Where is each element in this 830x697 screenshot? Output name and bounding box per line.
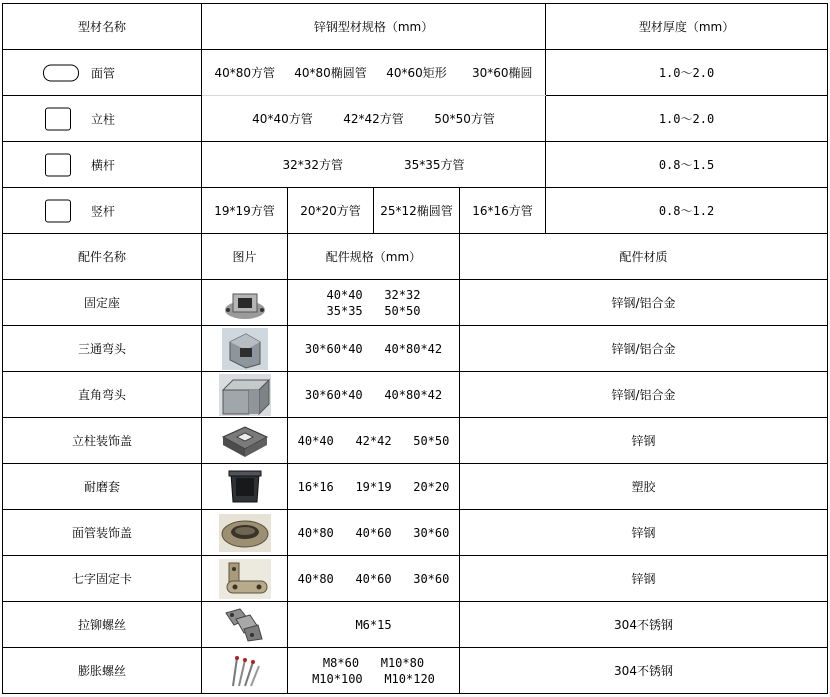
- accessory-spec-line: 40*80 40*60 30*60: [297, 571, 450, 586]
- profile-spec: 40*40方管: [252, 112, 313, 126]
- accessory-row: [3, 556, 828, 602]
- profile-type-cell: [3, 188, 202, 234]
- profile-type-cell: [3, 96, 202, 142]
- oval-tube-icon: [43, 64, 79, 81]
- profile-spec: 25*12椭圆管: [374, 188, 460, 234]
- accessory-image-cell: [202, 602, 288, 648]
- accessory-header-material: 配件材质: [460, 234, 828, 280]
- profile-row: [3, 96, 828, 142]
- profile-spec: 50*50方管: [434, 112, 495, 126]
- header-thickness: 型材厚度（mm）: [546, 4, 828, 50]
- profile-thickness: 0.8～1.2: [546, 188, 828, 234]
- accessory-spec-line: 16*16 19*19 20*20: [297, 479, 450, 494]
- profile-spec: 16*16方管: [460, 188, 546, 234]
- profile-name: 竖杆: [91, 204, 116, 218]
- accessory-header-spec: 配件规格（mm）: [288, 234, 460, 280]
- accessory-spec-line: 40*40 32*32: [326, 287, 421, 302]
- accessory-header-name: 配件名称: [3, 234, 202, 280]
- profile-thickness: 1.0～2.0: [546, 50, 828, 96]
- accessory-image-cell: [202, 372, 288, 418]
- accessory-name: 耐磨套: [3, 464, 202, 510]
- square-tube-icon: [45, 153, 71, 176]
- profile-name: 立柱: [91, 112, 116, 126]
- profile-spec: 40*60矩形: [374, 50, 460, 96]
- accessory-spec: [288, 280, 460, 326]
- tee-elbow-icon: [222, 328, 268, 370]
- accessory-material: 锌钢: [460, 556, 828, 602]
- profile-spec: 19*19方管: [202, 188, 288, 234]
- accessory-image-cell: [202, 280, 288, 326]
- profile-spec: 20*20方管: [288, 188, 374, 234]
- accessory-image-cell: [202, 556, 288, 602]
- profile-row: [3, 188, 828, 234]
- accessory-name: 膨胀螺丝: [3, 648, 202, 694]
- profile-spec: 40*80方管: [202, 50, 288, 96]
- accessory-spec: [288, 464, 460, 510]
- wear-sleeve-icon: [225, 468, 265, 506]
- accessory-row: [3, 372, 828, 418]
- accessory-material: 锌钢: [460, 510, 828, 556]
- profile-row: [3, 142, 828, 188]
- header-spec: 锌钢型材规格（mm）: [202, 4, 546, 50]
- accessory-row: [3, 326, 828, 372]
- accessory-name: 三通弯头: [3, 326, 202, 372]
- post-cover-icon: [219, 423, 271, 459]
- accessory-spec-line: M6*15: [355, 617, 392, 632]
- accessory-row: [3, 280, 828, 326]
- square-tube-icon: [45, 107, 71, 130]
- accessory-image-cell: [202, 510, 288, 556]
- accessory-row: [3, 648, 828, 694]
- accessory-name: 固定座: [3, 280, 202, 326]
- accessory-header-row: [3, 234, 828, 280]
- accessory-header-image: 图片: [202, 234, 288, 280]
- fixed-base-icon: [222, 284, 268, 322]
- profile-spec: 32*32方管: [282, 158, 343, 172]
- accessory-spec: [288, 326, 460, 372]
- profile-spec: 42*42方管: [343, 112, 404, 126]
- accessory-spec-line: M10*100 M10*120: [312, 671, 435, 686]
- accessory-spec: [288, 510, 460, 556]
- accessory-name: 立柱装饰盖: [3, 418, 202, 464]
- accessory-spec: [288, 372, 460, 418]
- profile-spec: 40*80椭圆管: [288, 50, 374, 96]
- profile-specs-cell: [202, 142, 546, 188]
- accessory-spec-line: 35*35 50*50: [326, 303, 421, 318]
- accessory-material: 锌钢/铝合金: [460, 280, 828, 326]
- profile-row: [3, 50, 828, 96]
- expansion-bolt-icon: [225, 652, 265, 690]
- accessory-spec-line: 30*60*40 40*80*42: [304, 387, 443, 402]
- profile-thickness: 1.0～2.0: [546, 96, 828, 142]
- profile-thickness: 0.8～1.5: [546, 142, 828, 188]
- accessory-image-cell: [202, 418, 288, 464]
- rivet-screw-icon: [222, 605, 268, 645]
- accessory-row: [3, 602, 828, 648]
- accessory-image-cell: [202, 648, 288, 694]
- accessory-material: 塑胶: [460, 464, 828, 510]
- profile-type-cell: [3, 142, 202, 188]
- accessory-spec: [288, 556, 460, 602]
- accessory-image-cell: [202, 464, 288, 510]
- accessory-row: [3, 510, 828, 556]
- accessory-name: 面管装饰盖: [3, 510, 202, 556]
- accessory-name: 直角弯头: [3, 372, 202, 418]
- profile-spec: 35*35方管: [404, 158, 465, 172]
- accessory-spec-line: 40*40 42*42 50*50: [297, 433, 450, 448]
- profile-specs-cell: [202, 96, 546, 142]
- right-angle-elbow-icon: [219, 374, 271, 416]
- profile-name: 横杆: [91, 158, 116, 172]
- rail-cover-icon: [219, 514, 271, 552]
- accessory-spec-line: 40*80 40*60 30*60: [297, 525, 450, 540]
- accessory-spec: [288, 648, 460, 694]
- accessory-material: 304不锈钢: [460, 648, 828, 694]
- accessory-name: 拉铆螺丝: [3, 602, 202, 648]
- accessory-material: 锌钢: [460, 418, 828, 464]
- accessory-row: [3, 418, 828, 464]
- header-profile-name: 型材名称: [3, 4, 202, 50]
- spec-table: [2, 3, 828, 694]
- profile-type-cell: [3, 50, 202, 96]
- accessory-spec: [288, 418, 460, 464]
- accessory-spec-line: M8*60 M10*80: [322, 655, 425, 670]
- accessory-material: 锌钢/铝合金: [460, 372, 828, 418]
- l-bracket-icon: [219, 559, 271, 599]
- accessory-spec-line: 30*60*40 40*80*42: [304, 341, 443, 356]
- accessory-spec: [288, 602, 460, 648]
- accessory-material: 锌钢/铝合金: [460, 326, 828, 372]
- accessory-row: [3, 464, 828, 510]
- profile-header-row: [3, 4, 828, 50]
- accessory-name: 七字固定卡: [3, 556, 202, 602]
- accessory-material: 304不锈钢: [460, 602, 828, 648]
- profile-spec: 30*60椭圆: [460, 50, 546, 96]
- square-tube-icon: [45, 199, 71, 222]
- accessory-image-cell: [202, 326, 288, 372]
- profile-name: 面管: [91, 66, 116, 80]
